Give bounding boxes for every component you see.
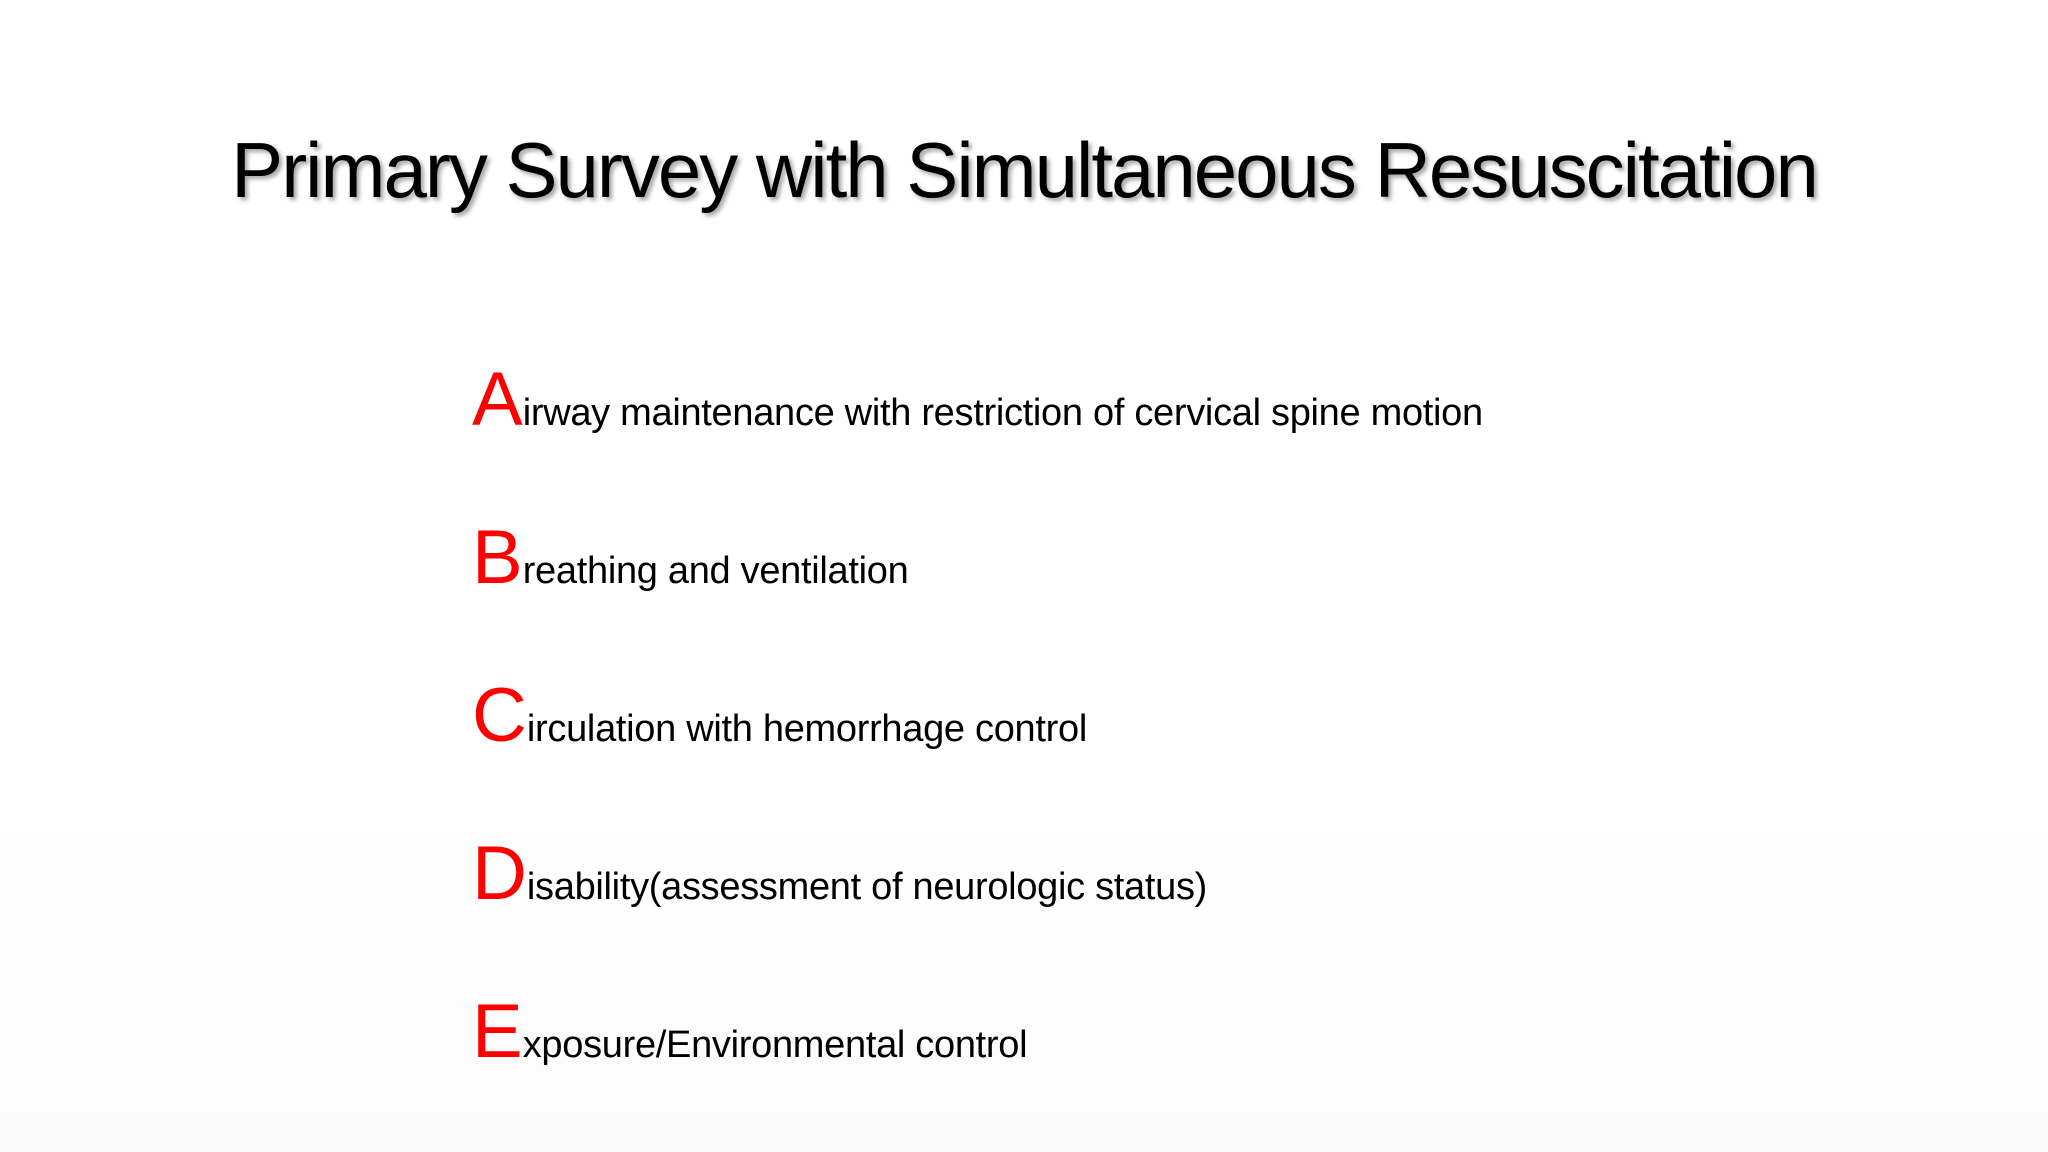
list-item-breathing: [472, 508, 1892, 666]
item-text: isability(assessment of neurologic status): [526, 866, 1208, 908]
item-text: reathing and ventilation: [522, 550, 909, 592]
item-letter: A: [472, 357, 523, 442]
item-text: irculation with hemorrhage control: [526, 708, 1087, 750]
item-letter: D: [472, 831, 527, 916]
item-letter: B: [472, 515, 523, 600]
item-text: irway maintenance with restriction of cervical spine motion: [522, 392, 1483, 434]
item-letter: E: [472, 989, 523, 1074]
list-item-airway: [472, 350, 1892, 508]
slide-title: Primary Survey with Simultaneous Resuscitation: [231, 126, 1817, 214]
list-item-exposure: [472, 982, 1892, 1140]
abcde-list: [472, 350, 1892, 1140]
list-item-circulation: [472, 666, 1892, 824]
item-letter: C: [472, 673, 527, 758]
list-item-disability: [472, 824, 1892, 982]
item-text: xposure/Environmental control: [522, 1024, 1028, 1066]
